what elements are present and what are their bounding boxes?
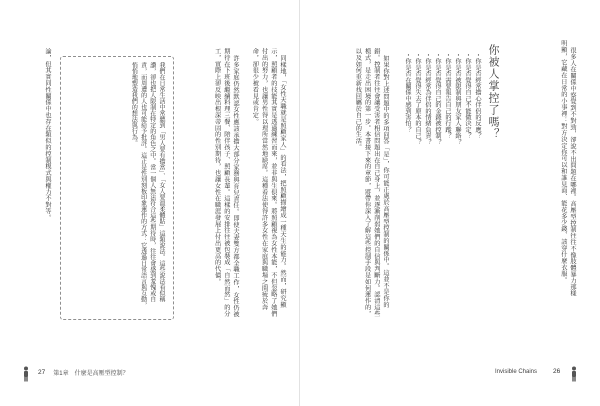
right-page	[300, 0, 600, 406]
right-body-left	[318, 48, 390, 318]
list-item: ・你是否被限制與朋友家人聯絡？	[454, 52, 461, 145]
paragraph: 許多家庭仍然默認女性應該承擔大部分家務與育兒責任。即使夫妻雙方都全職工作，女性仍被期待在下班後繼續料理三餐、陪伴孩子、照顧長輩。這樣的安排往往被包裝成「自然而然」的分工，實際上卻反映出根深蒂固的性別期待，也讓女性在職涯發展上付出更高的代價。	[213, 48, 239, 318]
list-item: ・你是否覺得自己不能做決定？	[464, 52, 471, 139]
left-body-left	[30, 48, 52, 318]
section-title: 你被人掌控了嗎？	[487, 44, 500, 140]
person-icon	[570, 366, 578, 382]
list-item: ・你是否覺得失去了原本的自己？	[414, 52, 421, 145]
book-title: Invisible Chains	[495, 368, 538, 375]
left-body-right	[245, 48, 287, 318]
left-body-mid	[178, 48, 240, 318]
paragraph: 論，但其實同性關係中也存在類似的控制模式與權力不對等。	[44, 48, 51, 221]
list-item: ・你是否在關係中感到害怕？	[404, 52, 411, 133]
paragraph: 同樣地，「女性天職就是照顧家人」的看法，把照顧描繪成一種天生的能力。然而，研究顯示，照顧者的技能其實是透過練習而來，並非與生俱來。將照顧視為女性本能，不但忽略了她們付出的努力，也讓男性得以理所當然地缺席。這種看法使得許多女性在家庭與職場之間疲於奔命，卻很少被看見或肯定。	[251, 48, 286, 317]
question-list	[400, 52, 482, 292]
left-footer	[38, 368, 129, 377]
list-item: ・你是否經常為伴侶的情緒負責？	[424, 52, 431, 145]
page-number: 27	[38, 369, 46, 376]
chapter-title: 第1章 什麼是高壓型控制？	[53, 371, 129, 377]
right-body-right	[505, 40, 577, 300]
note-text: 我們在日常生活中常聽到「男人要有擔當」、「女人要溫柔體貼」這類說法。這些說法看似稱讚，卻也把人限制在特定的角色之中。當一個人無法符合這些期待時，往往會感到羞愧或自責，而周遭的人也可能給予批評。這正是性別刻板印象運作的方式：它透過日常語言與互動，悄悄地塑造我們的想法與行為。	[130, 62, 165, 308]
paragraph: 如果你對上述問題中的多項回答「是」，你可能正處於高壓型控制的關係中。這並不是你的錯。控制者往往會讓受害者相信問題出在自己身上，並逐漸削弱她們的自信與判斷力。認清這些模式，是走出困境的第一步。本書接下來的章節，將帶你深入了解這些控制手段是如何運作的，以及如何重新找回屬於自己的生活。	[354, 48, 389, 317]
list-item: ・你是否覺得自己的金錢被控制？	[434, 52, 441, 145]
right-footer	[495, 368, 560, 375]
page-number: 26	[553, 368, 561, 375]
list-item: ・你是否經常擔心伴侶的反應？	[474, 52, 481, 139]
list-item: ・你是否需要報告自己的行蹤？	[444, 52, 451, 139]
person-icon	[22, 366, 30, 382]
paragraph: 很多人在關係中察覺到不對勁，卻說不出問題在哪裡。高壓型控制往往不像肢體暴力那樣明顯，它藏在日常的小事裡：對方決定你可以和誰見面、能花多少錢、該穿什麼衣服。	[559, 40, 576, 298]
